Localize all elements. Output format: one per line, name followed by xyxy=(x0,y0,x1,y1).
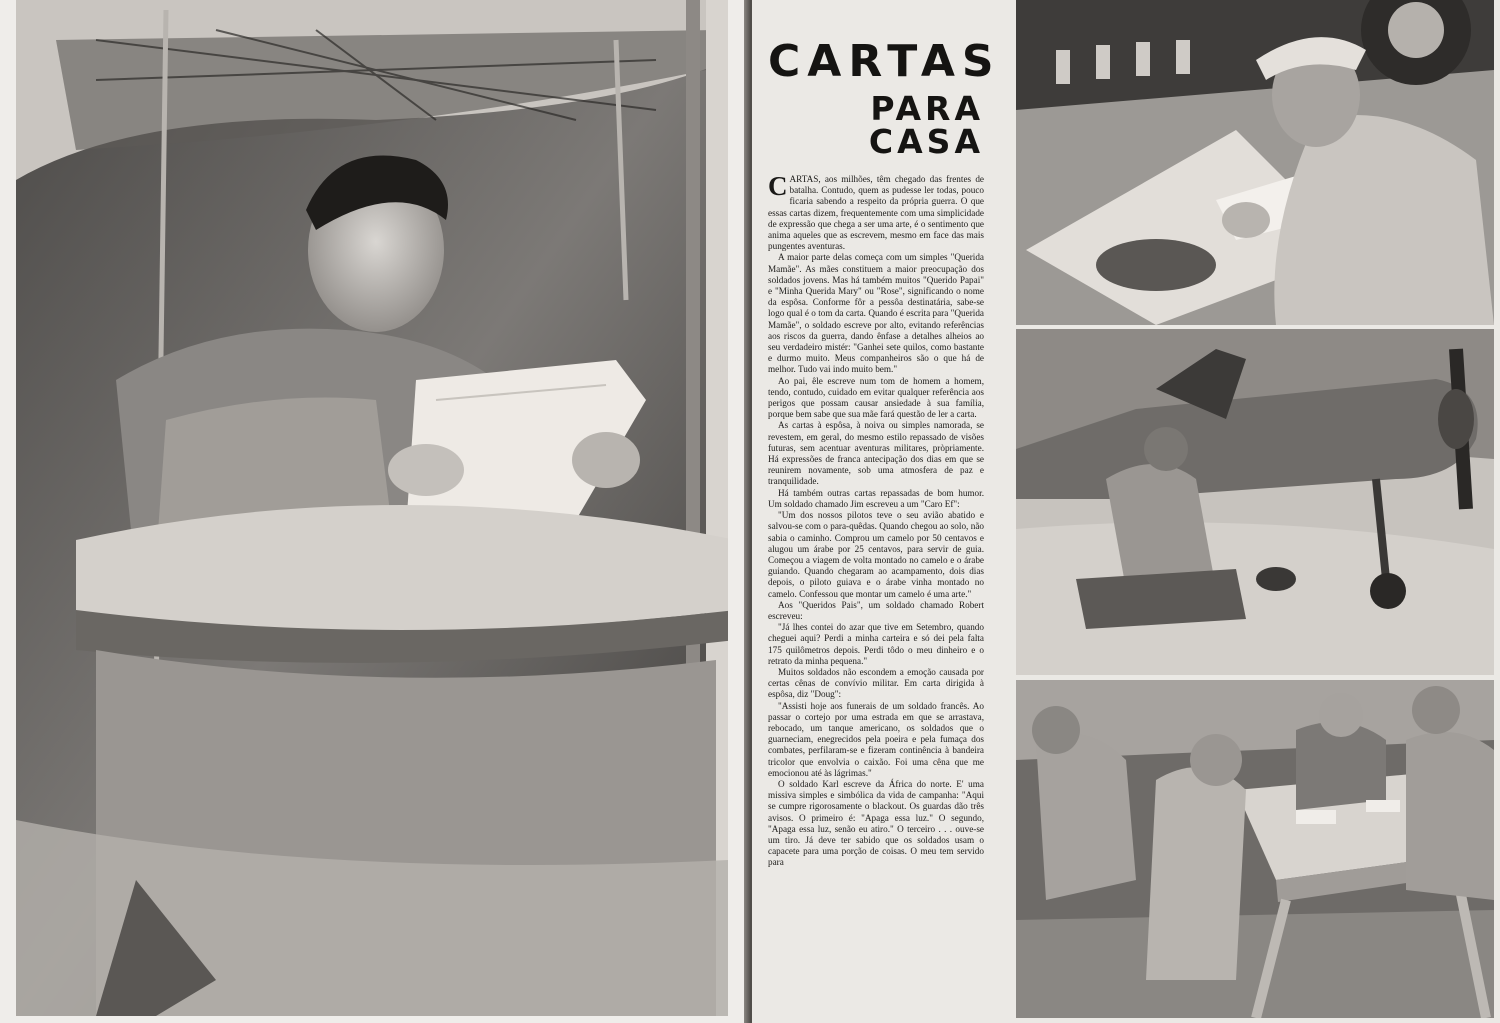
headline-line-2: PARA CASA xyxy=(868,89,984,161)
drop-cap: C xyxy=(768,171,788,201)
lead-paragraph xyxy=(768,171,984,252)
photo-soldier-drawing xyxy=(1016,0,1494,325)
article-paragraph: As cartas à espôsa, à noiva ou simples namorada, se revestem, em geral, do mesmo estilo repassado de visões futuras, sem acentuar aventuras militares, pròpriamente. Há expressões de franca antecipação dos dias em que se reunirem novamente, sob uma atmosfera de paz e tranquilidade. xyxy=(768,420,984,487)
headline-line-1: CARTAS xyxy=(768,36,1001,87)
article-paragraph: Muitos soldados não escondem a emoção causada por certas cênas de convívio militar. Em carta dirigida à espôsa, diz "Doug": xyxy=(768,666,984,700)
photo-pilot-airplane xyxy=(1016,329,1494,675)
article-body xyxy=(768,171,984,869)
soldier-reading-letter-image xyxy=(16,0,728,1016)
main-photo xyxy=(16,0,728,1016)
pilot-writing-airplane-image xyxy=(1016,329,1494,675)
photo-soldiers-at-table xyxy=(1016,680,1494,1018)
article-paragraph: "Assisti hoje aos funerais de um soldado francês. Ao passar o cortejo por uma estrada em que se arrastava, rebocado, um tanque americano, os soldados que o guarneciam, enegrecidos pela poeira e pela fumaça dos combates, perfilaram-se e fizeram continência à bandeira tricolor que envolvia o caixão. Foi uma cêna que me emocionou até às lágrimas." xyxy=(768,700,984,778)
article-paragraph: "Já lhes contei do azar que tive em Setembro, quando cheguei aqui? Perdi a minha carteira e só dei pela falta 175 quilômetros depois. Perdi tôdo o meu dinheiro e o retrato da minha pequena." xyxy=(768,622,984,666)
article-paragraph: A maior parte delas começa com um simples "Querida Mamãe". As mães constituem a maior preocupação dos soldados jovens. Mas há também muitos "Querido Papai" e "Minha Querida Mary" ou "Rose", significando o nome da espôsa. Conforme fôr a pessôa destinatária, sabe-se logo qual é o tom da carta. Quando é escrita para "Querida Mamãe", o soldado escreve por alto, evitando referências aos riscos da guerra, dando ênfase a detalhes alheios ao seu verdadeiro mistér: "Ganhei sete quilos, como bastante e durmo muito. Meus companheiros são o que há de melhor. Tudo vai indo muito bem." xyxy=(768,252,984,375)
soldiers-writing-table-image xyxy=(1016,680,1494,1018)
article-paragraph: Ao pai, êle escreve num tom de homem a homem, tendo, contudo, cuidado em evitar qualquer referência aos perigos que possam causar ansiedade à sua família, porque bem sabe que sua mãe fará questão de ler a carta. xyxy=(768,375,984,420)
article-paragraph: Aos "Queridos Pais", um soldado chamado Robert escreveu: xyxy=(768,599,984,621)
lead-text: ARTAS, aos milhões, têm chegado das frentes de batalha. Contudo, quem as pudesse ler todas, pouco ficaria sabendo a respeito da própria guerra. O que essas cartas dizem, frequentemente com uma simplicidade de expressão que chega a ser uma arte, é o sentimento que anima aqueles que as escrevem, mesmo em face das mais pungentes aventuras. xyxy=(768,174,984,252)
article xyxy=(768,36,1001,1015)
article-paragraph: "Um dos nossos pilotos teve o seu avião abatido e salvou-se com o para-quêdas. Quando chegou ao solo, não sabia o caminho. Comprou um camelo por 50 centavos e alugou um árabe por 25 centavos, para servir de guia. Começou a viagem de volta montado no camelo e o árabe guiando. Quando chegaram ao acampamento, dois dias depois, o piloto guiava e o árabe vinha montado no camelo. Confessou que montar um camelo é uma arte." xyxy=(768,510,984,599)
article-paragraph: Há também outras cartas repassadas de bom humor. Um soldado chamado Jim escreveu a um "Caro Ef": xyxy=(768,487,984,509)
article-headline xyxy=(768,36,1001,161)
soldier-drawing-portrait-image xyxy=(1016,0,1494,325)
article-paragraph: O soldado Karl escreve da África do norte. E' uma missiva simples e simbólica da vida de campanha: "Aqui se cumpre rigorosamente o blackout. Os guardas dão três avisos. O primeiro é: "Apaga essa luz." O segundo, "Apaga essa luz, senão eu atiro." O terceiro . . . ouve-se um tiro. Já deve ter sabido que os soldados usam o capacete para uma porção de coisas. O meu tem servido para xyxy=(768,778,984,868)
